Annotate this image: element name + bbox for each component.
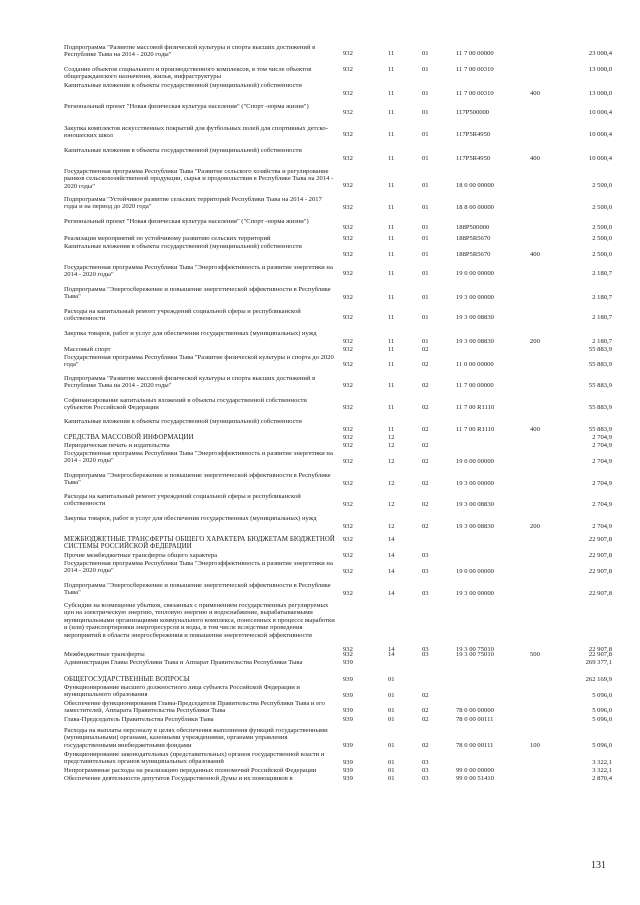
- row-name: Субсидии на возмещение убытков, связанных с применением государственных регулируемых цен на электрическую энергию, тепловую энергию и водоснабжение, вырабатываемыми муниципальными организациями коммунального комплекса, понесенных в процессе выработки и (или) транспортировки энергоресурсов и воды, в том числе вследствие проведения мероприятий в области энергосбережения и повышения энергетической эффективности: [64, 602, 335, 639]
- row-name: Государственная программа Республики Тыва "Развитие сельского хозяйства и регулирование рынков сельскохозяйственной продукции, сырья и продовольствия в Республике Тыва на 2014 - 2020 годы": [64, 168, 334, 190]
- subsection-code: 03: [422, 568, 429, 575]
- section-code: 11: [388, 204, 395, 211]
- amount: 13 000,0: [588, 66, 612, 73]
- grbs-code: 932: [343, 458, 353, 465]
- section-code: 01: [388, 742, 395, 749]
- amount: 2 704,9: [592, 523, 612, 530]
- row-name: Капитальные вложения в объекты государственной (муниципальной) собственности: [64, 243, 302, 250]
- target-article: 11 0 00 00000: [456, 361, 494, 368]
- grbs-code: 932: [343, 155, 353, 162]
- grbs-code: 939: [343, 676, 353, 683]
- subsection-code: 01: [422, 155, 429, 162]
- target-article: 19 3 00 08830: [456, 338, 494, 345]
- amount: 22 907,8: [588, 646, 612, 653]
- amount: 2 180,7: [592, 338, 612, 345]
- grbs-code: 939: [343, 692, 353, 699]
- row-name: Функционирование законодательных (представительных) органов государственной власти и представительных органов муниципальных образований: [64, 751, 325, 766]
- grbs-code: 939: [343, 707, 353, 714]
- row-name: Реализация мероприятий по устойчивому развитию сельских территорий: [64, 235, 271, 242]
- section-code: 01: [388, 676, 395, 683]
- section-code: 11: [388, 426, 395, 433]
- row-name: Межбюджетные трансферты: [64, 651, 145, 658]
- target-article: 19 3 00 00000: [456, 294, 494, 301]
- grbs-code: 932: [343, 66, 353, 73]
- row-name: Закупка товаров, работ и услуг для обеспечения государственных (муниципальных) нужд: [64, 330, 317, 337]
- section-code: 11: [388, 338, 395, 345]
- target-article: 188P5R5670: [456, 251, 491, 258]
- grbs-code: 932: [343, 501, 353, 508]
- row-name: Региональный проект "Новая физическая культура населения" ("Спорт -норма жизни"): [64, 103, 309, 110]
- section-code: 12: [388, 523, 395, 530]
- grbs-code: 932: [343, 204, 353, 211]
- amount: 2 180,7: [592, 270, 612, 277]
- section-code: 12: [388, 458, 395, 465]
- grbs-code: 932: [343, 552, 353, 559]
- target-article: 19 0 00 00000: [456, 458, 494, 465]
- section-code: 14: [388, 568, 395, 575]
- row-name: Капитальные вложения в объекты государственной (муниципальной) собственности: [64, 418, 302, 425]
- grbs-code: 939: [343, 767, 353, 774]
- subsection-code: 01: [422, 182, 429, 189]
- target-article: 19 3 00 00000: [456, 480, 494, 487]
- section-code: 12: [388, 434, 395, 441]
- target-article: 19 0 00 00000: [456, 270, 494, 277]
- row-name: ОБЩЕГОСУДАРСТВЕННЫЕ ВОПРОСЫ: [64, 676, 190, 683]
- row-name: Государственная программа Республики Тыва "Развитие физической культуры и спорта до 2020 года": [64, 354, 334, 369]
- amount: 23 000,4: [588, 50, 612, 57]
- grbs-code: 932: [343, 434, 353, 441]
- grbs-code: 932: [343, 442, 353, 449]
- section-code: 11: [388, 131, 395, 138]
- amount: 2 704,9: [592, 434, 612, 441]
- subsection-code: 03: [422, 646, 429, 653]
- target-article: 117P5R4950: [456, 155, 491, 162]
- subsection-code: 02: [422, 707, 429, 714]
- section-code: 11: [388, 404, 395, 411]
- section-code: 11: [388, 182, 395, 189]
- amount: 2 704,9: [592, 442, 612, 449]
- target-article: 18 0 00 00000: [456, 182, 494, 189]
- subsection-code: 01: [422, 270, 429, 277]
- section-code: 11: [388, 382, 395, 389]
- target-article: 19 3 00 08830: [456, 523, 494, 530]
- section-code: 12: [388, 442, 395, 449]
- amount: 13 000,0: [588, 90, 612, 97]
- row-name: Периодическая печать и издательства: [64, 442, 170, 449]
- subsection-code: 01: [422, 109, 429, 116]
- amount: 10 000,4: [588, 131, 612, 138]
- amount: 5 096,0: [592, 707, 612, 714]
- grbs-code: 932: [343, 314, 353, 321]
- target-article: 11 7 00 R1110: [456, 404, 495, 411]
- section-code: 11: [388, 109, 395, 116]
- amount: 2 704,9: [592, 458, 612, 465]
- section-code: 01: [388, 716, 395, 723]
- grbs-code: 932: [343, 131, 353, 138]
- expense-type: 500: [530, 651, 540, 658]
- subsection-code: 01: [422, 314, 429, 321]
- expense-type: 400: [530, 251, 540, 258]
- subsection-code: 02: [422, 692, 429, 699]
- subsection-code: 01: [422, 131, 429, 138]
- amount: 5 096,0: [592, 716, 612, 723]
- row-name: Обеспечение деятельности депутатов Государственной Думы и их помощников в: [64, 775, 293, 782]
- amount: 5 096,0: [592, 692, 612, 699]
- grbs-code: 932: [343, 251, 353, 258]
- grbs-code: 932: [343, 523, 353, 530]
- amount: 2 870,4: [592, 775, 612, 782]
- row-name: Непрограммные расходы на реализацию переданных полномочий Российской Федерации: [64, 767, 317, 774]
- subsection-code: 03: [422, 590, 429, 597]
- subsection-code: 01: [422, 251, 429, 258]
- target-article: 18 8 00 00000: [456, 204, 494, 211]
- subsection-code: 02: [422, 426, 429, 433]
- row-name: Подпрограмма "Устойчивое развитие сельских территорий Республики Тыва на 2014 - 2017 годы и на период до 2020 года": [64, 196, 322, 211]
- grbs-code: 932: [343, 294, 353, 301]
- section-code: 11: [388, 314, 395, 321]
- section-code: 14: [388, 651, 395, 658]
- grbs-code: 932: [343, 590, 353, 597]
- grbs-code: 932: [343, 568, 353, 575]
- section-code: 11: [388, 66, 395, 73]
- grbs-code: 932: [343, 182, 353, 189]
- target-article: 19 3 00 75010: [456, 646, 494, 653]
- grbs-code: 939: [343, 759, 353, 766]
- grbs-code: 932: [343, 480, 353, 487]
- section-code: 14: [388, 536, 395, 543]
- grbs-code: 932: [343, 361, 353, 368]
- target-article: 117P500000: [456, 109, 490, 116]
- row-name: Региональный проект "Новая физическая культура населения" ("Спорт -норма жизни"): [64, 218, 309, 225]
- subsection-code: 02: [422, 480, 429, 487]
- row-name: Закупка товаров, работ и услуг для обеспечения государственных (муниципальных) нужд: [64, 515, 317, 522]
- grbs-code: 932: [343, 50, 353, 57]
- section-code: 01: [388, 775, 395, 782]
- section-code: 11: [388, 294, 395, 301]
- amount: 2 704,9: [592, 501, 612, 508]
- section-code: 01: [388, 759, 395, 766]
- row-name: Расходы на капитальный ремонт учреждений социальной сферы и республиканской собственности: [64, 493, 301, 508]
- target-article: 11 7 00 00000: [456, 382, 494, 389]
- target-article: 117P5R4950: [456, 131, 491, 138]
- grbs-code: 932: [343, 235, 353, 242]
- subsection-code: 01: [422, 235, 429, 242]
- target-article: 19 3 00 75010: [456, 651, 494, 658]
- row-name: Софинансирование капитальных вложений в объекты государственной собственности субъектов Российской Федерации: [64, 397, 307, 412]
- amount: 10 000,4: [588, 109, 612, 116]
- subsection-code: 03: [422, 759, 429, 766]
- amount: 55 883,9: [588, 346, 612, 353]
- grbs-code: 932: [343, 646, 353, 653]
- target-article: 78 0 00 00000: [456, 707, 494, 714]
- row-name: Капитальные вложения в объекты государственной (муниципальной) собственности: [64, 147, 302, 154]
- subsection-code: 01: [422, 224, 429, 231]
- section-code: 11: [388, 361, 395, 368]
- subsection-code: 02: [422, 442, 429, 449]
- amount: 55 883,9: [588, 404, 612, 411]
- grbs-code: 932: [343, 382, 353, 389]
- subsection-code: 01: [422, 66, 429, 73]
- amount: 22 907,8: [588, 536, 612, 543]
- grbs-code: 939: [343, 659, 353, 666]
- subsection-code: 03: [422, 651, 429, 658]
- amount: 55 883,9: [588, 382, 612, 389]
- section-code: 11: [388, 50, 395, 57]
- expense-type: 400: [530, 426, 540, 433]
- subsection-code: 01: [422, 294, 429, 301]
- amount: 2 500,0: [592, 224, 612, 231]
- grbs-code: 939: [343, 716, 353, 723]
- row-name: Подпрограмма "Энергосбережение и повышение энергетической эффективности в Республике Тыва": [64, 582, 331, 597]
- subsection-code: 03: [422, 767, 429, 774]
- target-article: 78 0 00 00111: [456, 742, 494, 749]
- expense-type: 400: [530, 155, 540, 162]
- target-article: 99 0 00 51410: [456, 775, 494, 782]
- subsection-code: 02: [422, 404, 429, 411]
- amount: 2 500,0: [592, 204, 612, 211]
- target-article: 78 0 00 00111: [456, 716, 494, 723]
- target-article: 99 0 00 00000: [456, 767, 494, 774]
- section-code: 11: [388, 224, 395, 231]
- grbs-code: 932: [343, 270, 353, 277]
- row-name: Подпрограмма "Энергосбережение и повышение энергетической эффективности в Республике Тыва": [64, 472, 331, 487]
- subsection-code: 01: [422, 50, 429, 57]
- amount: 2 180,7: [592, 314, 612, 321]
- subsection-code: 02: [422, 742, 429, 749]
- section-code: 12: [388, 501, 395, 508]
- expense-type: 100: [530, 742, 540, 749]
- row-name: Подпрограмма "Энергосбережение и повышение энергетической эффективности в Республике Тыва": [64, 286, 331, 301]
- row-name: Массовый спорт: [64, 346, 111, 353]
- amount: 22 907,8: [588, 651, 612, 658]
- row-name: Закупка комплектов искусственных покрытий для футбольных полей для спортивных детско-юношеских школ: [64, 125, 328, 140]
- row-name: МЕЖБЮДЖЕТНЫЕ ТРАНСФЕРТЫ ОБЩЕГО ХАРАКТЕРА БЮДЖЕТАМ БЮДЖЕТНОЙ СИСТЕМЫ РОССИЙСКОЙ ФЕДЕРАЦИИ: [64, 536, 335, 551]
- row-name: СРЕДСТВА МАССОВОЙ ИНФОРМАЦИИ: [64, 434, 194, 441]
- amount: 2 704,9: [592, 480, 612, 487]
- amount: 5 096,0: [592, 742, 612, 749]
- grbs-code: 932: [343, 224, 353, 231]
- section-code: 11: [388, 346, 395, 353]
- amount: 3 322,1: [592, 767, 612, 774]
- grbs-code: 932: [343, 338, 353, 345]
- row-name: Государственная программа Республики Тыва "Энергоэффективность и развитие энергетики на 2014 - 2020 годы": [64, 560, 333, 575]
- subsection-code: 01: [422, 204, 429, 211]
- row-name: Государственная программа Республики Тыва "Энергоэффективность и развитие энергетики на 2014 - 2020 годы": [64, 264, 333, 279]
- row-name: Глава-Председатель Правительства Республики Тыва: [64, 716, 214, 723]
- target-article: 11 7 00 R1110: [456, 426, 495, 433]
- amount: 22 907,8: [588, 568, 612, 575]
- row-name: Администрация Главы Республики Тыва и Аппарат Правительства Республики Тыва: [64, 659, 303, 666]
- target-article: 19 3 00 00000: [456, 590, 494, 597]
- section-code: 11: [388, 251, 395, 258]
- amount: 22 907,8: [588, 590, 612, 597]
- subsection-code: 02: [422, 716, 429, 723]
- subsection-code: 01: [422, 338, 429, 345]
- amount: 3 322,1: [592, 759, 612, 766]
- expense-type: 200: [530, 523, 540, 530]
- grbs-code: 932: [343, 90, 353, 97]
- expense-type: 400: [530, 90, 540, 97]
- section-code: 11: [388, 90, 395, 97]
- expense-type: 200: [530, 338, 540, 345]
- subsection-code: 02: [422, 382, 429, 389]
- amount: 22 907,8: [588, 552, 612, 559]
- amount: 269 377,1: [585, 659, 612, 666]
- amount: 10 000,4: [588, 155, 612, 162]
- section-code: 14: [388, 590, 395, 597]
- section-code: 11: [388, 155, 395, 162]
- amount: 2 500,0: [592, 182, 612, 189]
- row-name: Прочие межбюджетные трансферты общего характера: [64, 552, 218, 559]
- row-name: Создание объектов социального и производственного комплексов, в том числе объектов общегражданского назначения, жилья, инфраструктуры: [64, 66, 312, 81]
- grbs-code: 932: [343, 346, 353, 353]
- target-article: 188P500000: [456, 224, 490, 231]
- row-name: Подпрограмма "Развитие массовой физической культуры и спорта высших достижений в Республике Тыва на 2014 - 2020 годы": [64, 44, 316, 59]
- subsection-code: 02: [422, 501, 429, 508]
- row-name: Капитальные вложения в объекты государственной (муниципальной) собственности: [64, 82, 302, 89]
- section-code: 11: [388, 270, 395, 277]
- grbs-code: 932: [343, 109, 353, 116]
- amount: 2 180,7: [592, 294, 612, 301]
- amount: 2 500,0: [592, 251, 612, 258]
- target-article: 19 0 00 00000: [456, 568, 494, 575]
- subsection-code: 02: [422, 458, 429, 465]
- amount: 55 883,9: [588, 361, 612, 368]
- grbs-code: 939: [343, 775, 353, 782]
- grbs-code: 932: [343, 536, 353, 543]
- target-article: 11 7 00 00310: [456, 66, 494, 73]
- page-number: 131: [591, 860, 606, 871]
- row-name: Подпрограмма "Развитие массовой физической культуры и спорта высших достижений в Республике Тыва на 2014 - 2020 годы": [64, 375, 316, 390]
- grbs-code: 932: [343, 651, 353, 658]
- subsection-code: 02: [422, 523, 429, 530]
- grbs-code: 932: [343, 404, 353, 411]
- row-name: Функционирование высшего должностного лица субъекта Российской Федерации и муниципального образования: [64, 684, 300, 699]
- subsection-code: 02: [422, 346, 429, 353]
- target-article: 19 3 00 08830: [456, 314, 494, 321]
- section-code: 01: [388, 767, 395, 774]
- amount: 2 500,0: [592, 235, 612, 242]
- section-code: 12: [388, 480, 395, 487]
- target-article: 188P5R5670: [456, 235, 491, 242]
- amount: 55 883,9: [588, 426, 612, 433]
- subsection-code: 02: [422, 361, 429, 368]
- section-code: 01: [388, 692, 395, 699]
- grbs-code: 932: [343, 426, 353, 433]
- section-code: 11: [388, 235, 395, 242]
- section-code: 01: [388, 707, 395, 714]
- target-article: 19 3 00 08830: [456, 501, 494, 508]
- section-code: 14: [388, 552, 395, 559]
- subsection-code: 03: [422, 775, 429, 782]
- section-code: 14: [388, 646, 395, 653]
- grbs-code: 939: [343, 742, 353, 749]
- row-name: Обеспечение функционирования Главы-Председателя Правительства Республики Тыва и его заместителей, Аппарата Правительства Республики Тыва: [64, 700, 325, 715]
- row-name: Расходы на капитальный ремонт учреждений социальной сферы и республиканской собственности: [64, 308, 301, 323]
- row-name: Государственная программа Республики Тыва "Энергоэффективность и развитие энергетики на 2014 - 2020 годы": [64, 450, 333, 465]
- target-article: 11 7 00 00310: [456, 90, 494, 97]
- subsection-code: 01: [422, 90, 429, 97]
- row-name: Расходы на выплаты персоналу в целях обеспечения выполнения функций государственными (муниципальными) органами, казенными учреждениями, органами управления государственными внебюджетными фондами: [64, 727, 328, 749]
- subsection-code: 03: [422, 552, 429, 559]
- target-article: 11 7 00 00000: [456, 50, 494, 57]
- amount: 262 169,9: [585, 676, 612, 683]
